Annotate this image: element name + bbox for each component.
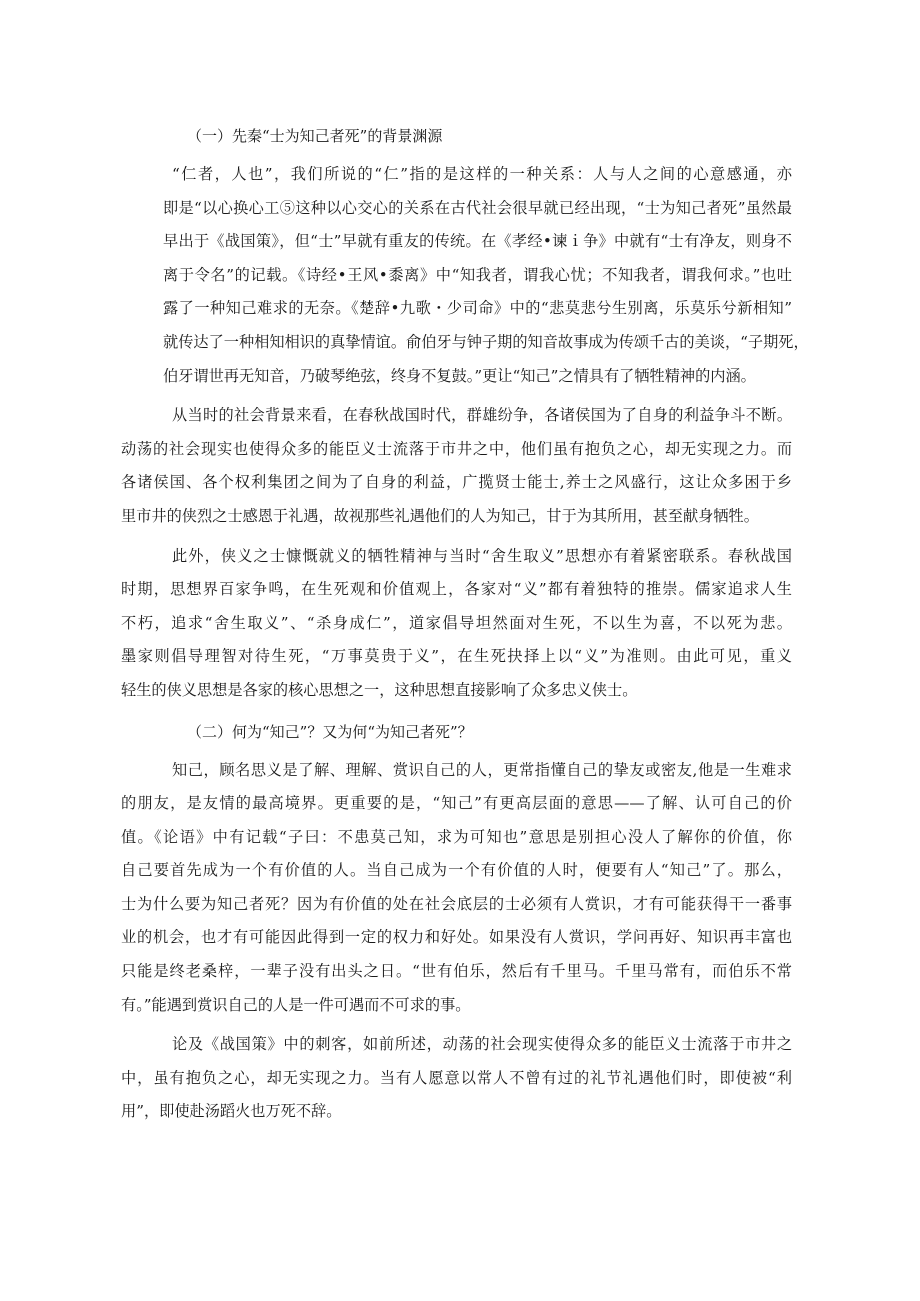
text-line: 不朽，追求“舍生取义”、“杀身成仁”，道家倡导坦然面对生死，不以生为喜，不以死为悲。 (121, 613, 792, 632)
text-line: 值。《论语》中有记载“子曰：不患莫己知，求为可知也”意思是别担心没人了解你的价值，你 (121, 827, 792, 846)
text-line: 只能是终老桑梓，一辈子没有出头之日。“世有伯乐，然后有千里马。千里马常有，而伯乐不常 (121, 962, 792, 981)
paragraph-sheng-qu-yi (121, 540, 792, 708)
text-line: 就传达了一种相知相识的真挚情谊。俞伯牙与钟子期的知音故事成为传颂千古的美谈，“子期死， (163, 332, 809, 351)
text-line: 有。”能遇到赏识自己的人是一件可遇而不可求的事。 (121, 995, 471, 1014)
text-line: 论及《战国策》中的刺客，如前所述，动荡的社会现实使得众多的能臣义士流落于市井之 (172, 1035, 792, 1054)
text-line: 时期，思想界百家争鸣，在生死观和价值观上，各家对“义”都有着独特的推崇。儒家追求人生 (121, 580, 792, 599)
paragraph-social-background (121, 399, 792, 533)
text-line: 轻生的侠义思想是各家的核心思想之一，这种思想直接影响了众多忠义侠士。 (121, 680, 638, 699)
text-line: 中，虽有抱负之心，却无实现之力。当有人愿意以常人不曾有过的礼节礼遇他们时，即使被“利 (121, 1068, 792, 1087)
text-line: 各诸侯国、各个权利集团之间为了自身的利益，广揽贤士能士,养士之风盛行，这让众多困于乡 (121, 473, 792, 492)
section-heading-2: （二）何为“知己”？又为何“为知己者死”？ (187, 722, 473, 741)
text-line: 用”，即使赴汤蹈火也万死不辞。 (121, 1102, 342, 1121)
text-line: 业的机会，也才有可能因此得到一定的权力和好处。如果没有人赏识，学问再好、知识再丰富也 (121, 928, 792, 947)
text-line: 伯牙谓世再无知音，乃破琴绝弦，终身不复鼓。”更让“知己”之情具有了牺牲精神的内涵。 (163, 366, 756, 385)
text-line: 此外，侠义之士慷慨就义的牺牲精神与当时“舍生取义”思想亦有着紧密联系。春秋战国 (172, 546, 792, 565)
text-line: 的朋友，是友情的最高境界。更重要的是，“知己”有更高层面的意思——了解、认可自己的价 (121, 794, 792, 813)
paragraph-zhiji (121, 754, 792, 1023)
text-line: 早出于《战国策》，但“士”早就有重友的传统。在《孝经•谏ｉ争》中就有“士有净友，则身不 (163, 232, 792, 251)
text-line: 露了一种知己难求的无奈。《楚辞•九歌・少司命》中的“悲莫悲兮生别离，乐莫乐兮新相知” (163, 299, 792, 318)
text-line: “仁者，人也”，我们所说的“仁”指的是这样的一种关系：人与人之间的心意感通，亦 (172, 165, 792, 183)
text-line: 从当时的社会背景来看，在春秋战国时代，群雄纷争，各诸侯国为了自身的利益争斗不断。 (172, 406, 792, 425)
section-heading-1: （一）先秦“士为知己者死”的背景渊源 (187, 127, 443, 145)
text-line: 里市井的侠烈之士感恩于礼遇，故视那些礼遇他们的人为知己，甘于为其所用，甚至献身牺牲。 (121, 506, 759, 525)
text-line: 知己，顾名思义是了解、理解、赏识自己的人，更常指懂自己的挚友或密友,他是一生难求 (172, 760, 792, 779)
text-line: 墨家则倡导理智对待生死，“万事莫贵于义”，在生死抉择上以“义”为准则。由此可见，重义 (121, 647, 792, 666)
paragraph-cike (121, 1028, 792, 1129)
text-line: 离于令名”的记载。《诗经•王风•黍离》中“知我者，谓我心忧；不知我者，谓我何求。”也吐 (163, 265, 792, 284)
text-line: 即是“以心换心工⑤这种以心交心的关系在古代社会很早就已经出现，“士为知己者死”虽然最 (163, 198, 792, 217)
document-body (121, 118, 809, 1129)
text-line: 自己要首先成为一个有价值的人。当自己成为一个有价值的人时，便要有人“知己”了。那么， (121, 861, 792, 880)
text-line: 士为什么要为知己者死？因为有价值的处在社会底层的士必须有人赏识，才有可能获得干一番事 (121, 894, 792, 913)
paragraph-renzhe (163, 158, 809, 393)
text-line: 动荡的社会现实也使得众多的能臣义士流落于市井之中，他们虽有抱负之心，却无实现之力。而 (121, 439, 792, 458)
